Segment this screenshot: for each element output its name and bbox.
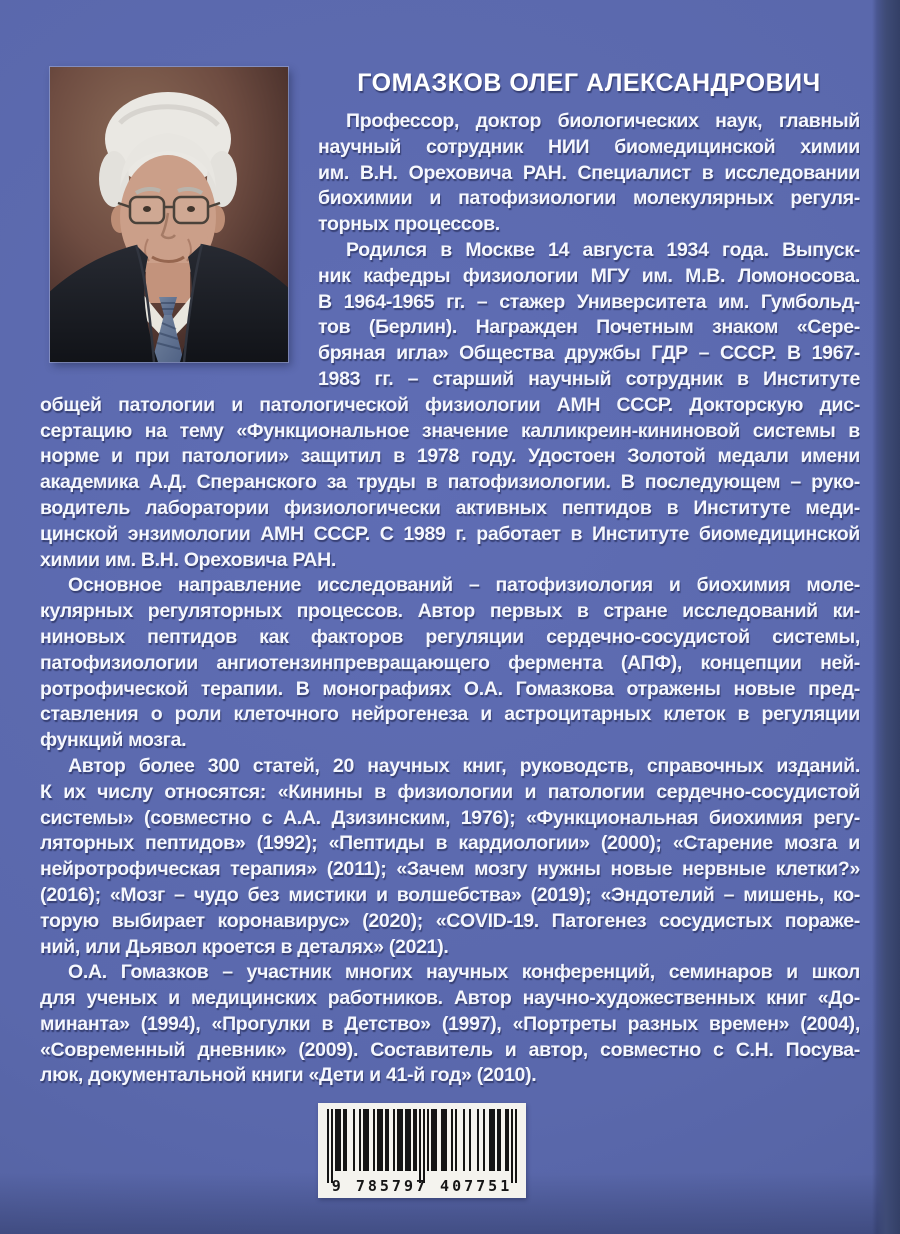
text-line: ник кафедры физиологии МГУ им. М.В. Ломоносова. <box>318 264 860 287</box>
barcode-bar <box>327 1109 329 1183</box>
barcode-bar <box>507 1109 509 1171</box>
text-line: норме и при патологии» защитил в 1978 году. Удостоен Золотой медали имени <box>40 445 860 468</box>
barcode-bar <box>339 1109 341 1171</box>
barcode-bar <box>463 1109 465 1171</box>
text-line: Автор более 300 статей, 20 научных книг, руководств, справочных изданий. <box>68 754 860 777</box>
text-line: ляторных пептидов» (1992); «Пептиды в кардиологии» (2000); «Старение мозга и <box>40 832 860 855</box>
barcode-bar <box>359 1109 361 1171</box>
text-line: минанта» (1994), «Прогулки в Детство» (1997), «Портреты разных времен» (2004), <box>40 1012 860 1035</box>
barcode-bar <box>455 1109 457 1171</box>
text-line: бряная игла» Общества дружбы ГДР – СССР. В 1967- <box>318 342 860 365</box>
barcode-bar <box>415 1109 417 1171</box>
barcode-bar <box>515 1109 517 1183</box>
barcode-bar <box>469 1109 471 1171</box>
barcode-bar <box>393 1109 395 1171</box>
text-line: нейротрофическая терапия» (2011); «Зачем мозгу нужны новые нервные клетки?» <box>40 858 860 881</box>
text-line: научный сотрудник НИИ биомедицинской химии <box>318 135 860 158</box>
barcode-bar <box>367 1109 369 1171</box>
text-line: общей патологии и патологической физиологии АМН СССР. Докторскую дис- <box>40 393 860 416</box>
barcode-bar <box>477 1109 479 1171</box>
barcode-bar <box>511 1109 513 1183</box>
barcode-bar <box>373 1109 375 1171</box>
text-line: О.А. Гомазков – участник многих научных конференций, семинаров и школ <box>68 961 860 984</box>
text-line: В 1964-1965 гг. – стажер Университета им. Гумбольд- <box>318 290 860 313</box>
text-line: ротрофической терапии. В монографиях О.А. Гомазкова отражены новые пред- <box>40 677 860 700</box>
barcode-bar <box>409 1109 411 1171</box>
text-line: химии им. В.Н. Ореховича РАН. <box>40 548 336 571</box>
barcode-bar <box>427 1109 429 1171</box>
barcode-bar <box>451 1109 453 1171</box>
text-line: системы» (совместно с А.А. Дзизинским, 1976); «Функциональная биохимия регу- <box>40 806 860 829</box>
barcode-bar <box>401 1109 403 1171</box>
text-line: патофизиологии ангиотензинпревращающего фермента (АПФ), концепции ней- <box>40 651 860 674</box>
text-line: Профессор, доктор биологических наук, главный <box>346 110 860 132</box>
text-line: им. В.Н. Ореховича РАН. Специалист в исследовании <box>318 161 860 184</box>
barcode-bar <box>345 1109 347 1171</box>
text-line: биохимии и патофизиологии молекулярных регуля- <box>318 187 860 210</box>
text-line: К их числу относятся: «Кинины в физиологии и патологии сердечно-сосудистой <box>40 780 860 803</box>
barcode-bar <box>381 1109 383 1171</box>
text-line: ниновых пептидов как факторов регуляции сердечно-сосудистой системы, <box>40 625 860 648</box>
text-line: функций мозга. <box>40 729 187 752</box>
barcode-bar <box>331 1109 333 1183</box>
barcode-bar <box>445 1109 447 1171</box>
text-line: сертацию на тему «Функциональное значение калликреин-кининовой системы в <box>40 419 860 442</box>
biography-text <box>40 70 860 1089</box>
text-line: торных процессов. <box>318 213 500 236</box>
barcode-bar <box>353 1109 355 1171</box>
bio-full-lines <box>40 393 860 1090</box>
barcode-bar <box>499 1109 501 1171</box>
text-line: кулярных регуляторных процессов. Автор первых в стране исследований ки- <box>40 600 860 623</box>
page-title: ГОМАЗКОВ ОЛЕГ АЛЕКСАНДРОВИЧ <box>357 69 821 97</box>
text-line: люк, документальной книги «Дети и 41-й год» (2010). <box>40 1064 537 1087</box>
barcode-bar <box>387 1109 389 1171</box>
text-line: для ученых и медицинских работников. Автор научно-художественных книг «До- <box>40 987 860 1010</box>
text-line: «Современный дневник» (2009). Составитель и автор, совместно с С.Н. Посува- <box>40 1038 860 1061</box>
barcode-bar <box>435 1109 437 1171</box>
text-line: цинской энзимологии АМН СССР. С 1989 г. работает в Институте биомедицинской <box>40 522 860 545</box>
text-line: ставления о роли клеточного нейрогенеза и астроцитарных клеток в регуляции <box>40 703 860 726</box>
text-line: академика А.Д. Сперанского за труды в патофизиологии. В последующем – руко- <box>40 471 860 494</box>
barcode-bars <box>327 1109 517 1187</box>
text-line: водитель лаборатории физиологически активных пептидов в Институте меди- <box>40 496 860 519</box>
bio-column-lines <box>318 109 860 393</box>
text-line: Родился в Москве 14 августа 1934 года. Выпуск- <box>346 238 860 261</box>
barcode-bar <box>419 1109 421 1183</box>
text-line: Основное направление исследований – патофизиология и биохимия моле- <box>68 574 860 597</box>
barcode-bar <box>423 1109 425 1183</box>
barcode <box>318 1103 526 1198</box>
barcode-bar <box>493 1109 495 1171</box>
barcode-bar <box>483 1109 485 1171</box>
text-line: (2016); «Мозг – чудо без мистики и волшебства» (2019); «Эндотелий – мишень, ко- <box>40 883 860 906</box>
barcode-digits: 9 785797 407751 <box>331 1177 513 1195</box>
cover-edge-shadow <box>872 0 900 1234</box>
text-line: 1983 гг. – старший научный сотрудник в Институте <box>318 367 860 390</box>
text-line: тов (Берлин). Награжден Почетным знаком «Сере- <box>318 316 860 339</box>
text-line: ний, или Дьявол кроется в деталях» (2021). <box>40 935 449 958</box>
text-line: торую выбирает коронавирус» (2020); «COVID-19. Патогенез сосудистых пораже- <box>40 909 860 932</box>
